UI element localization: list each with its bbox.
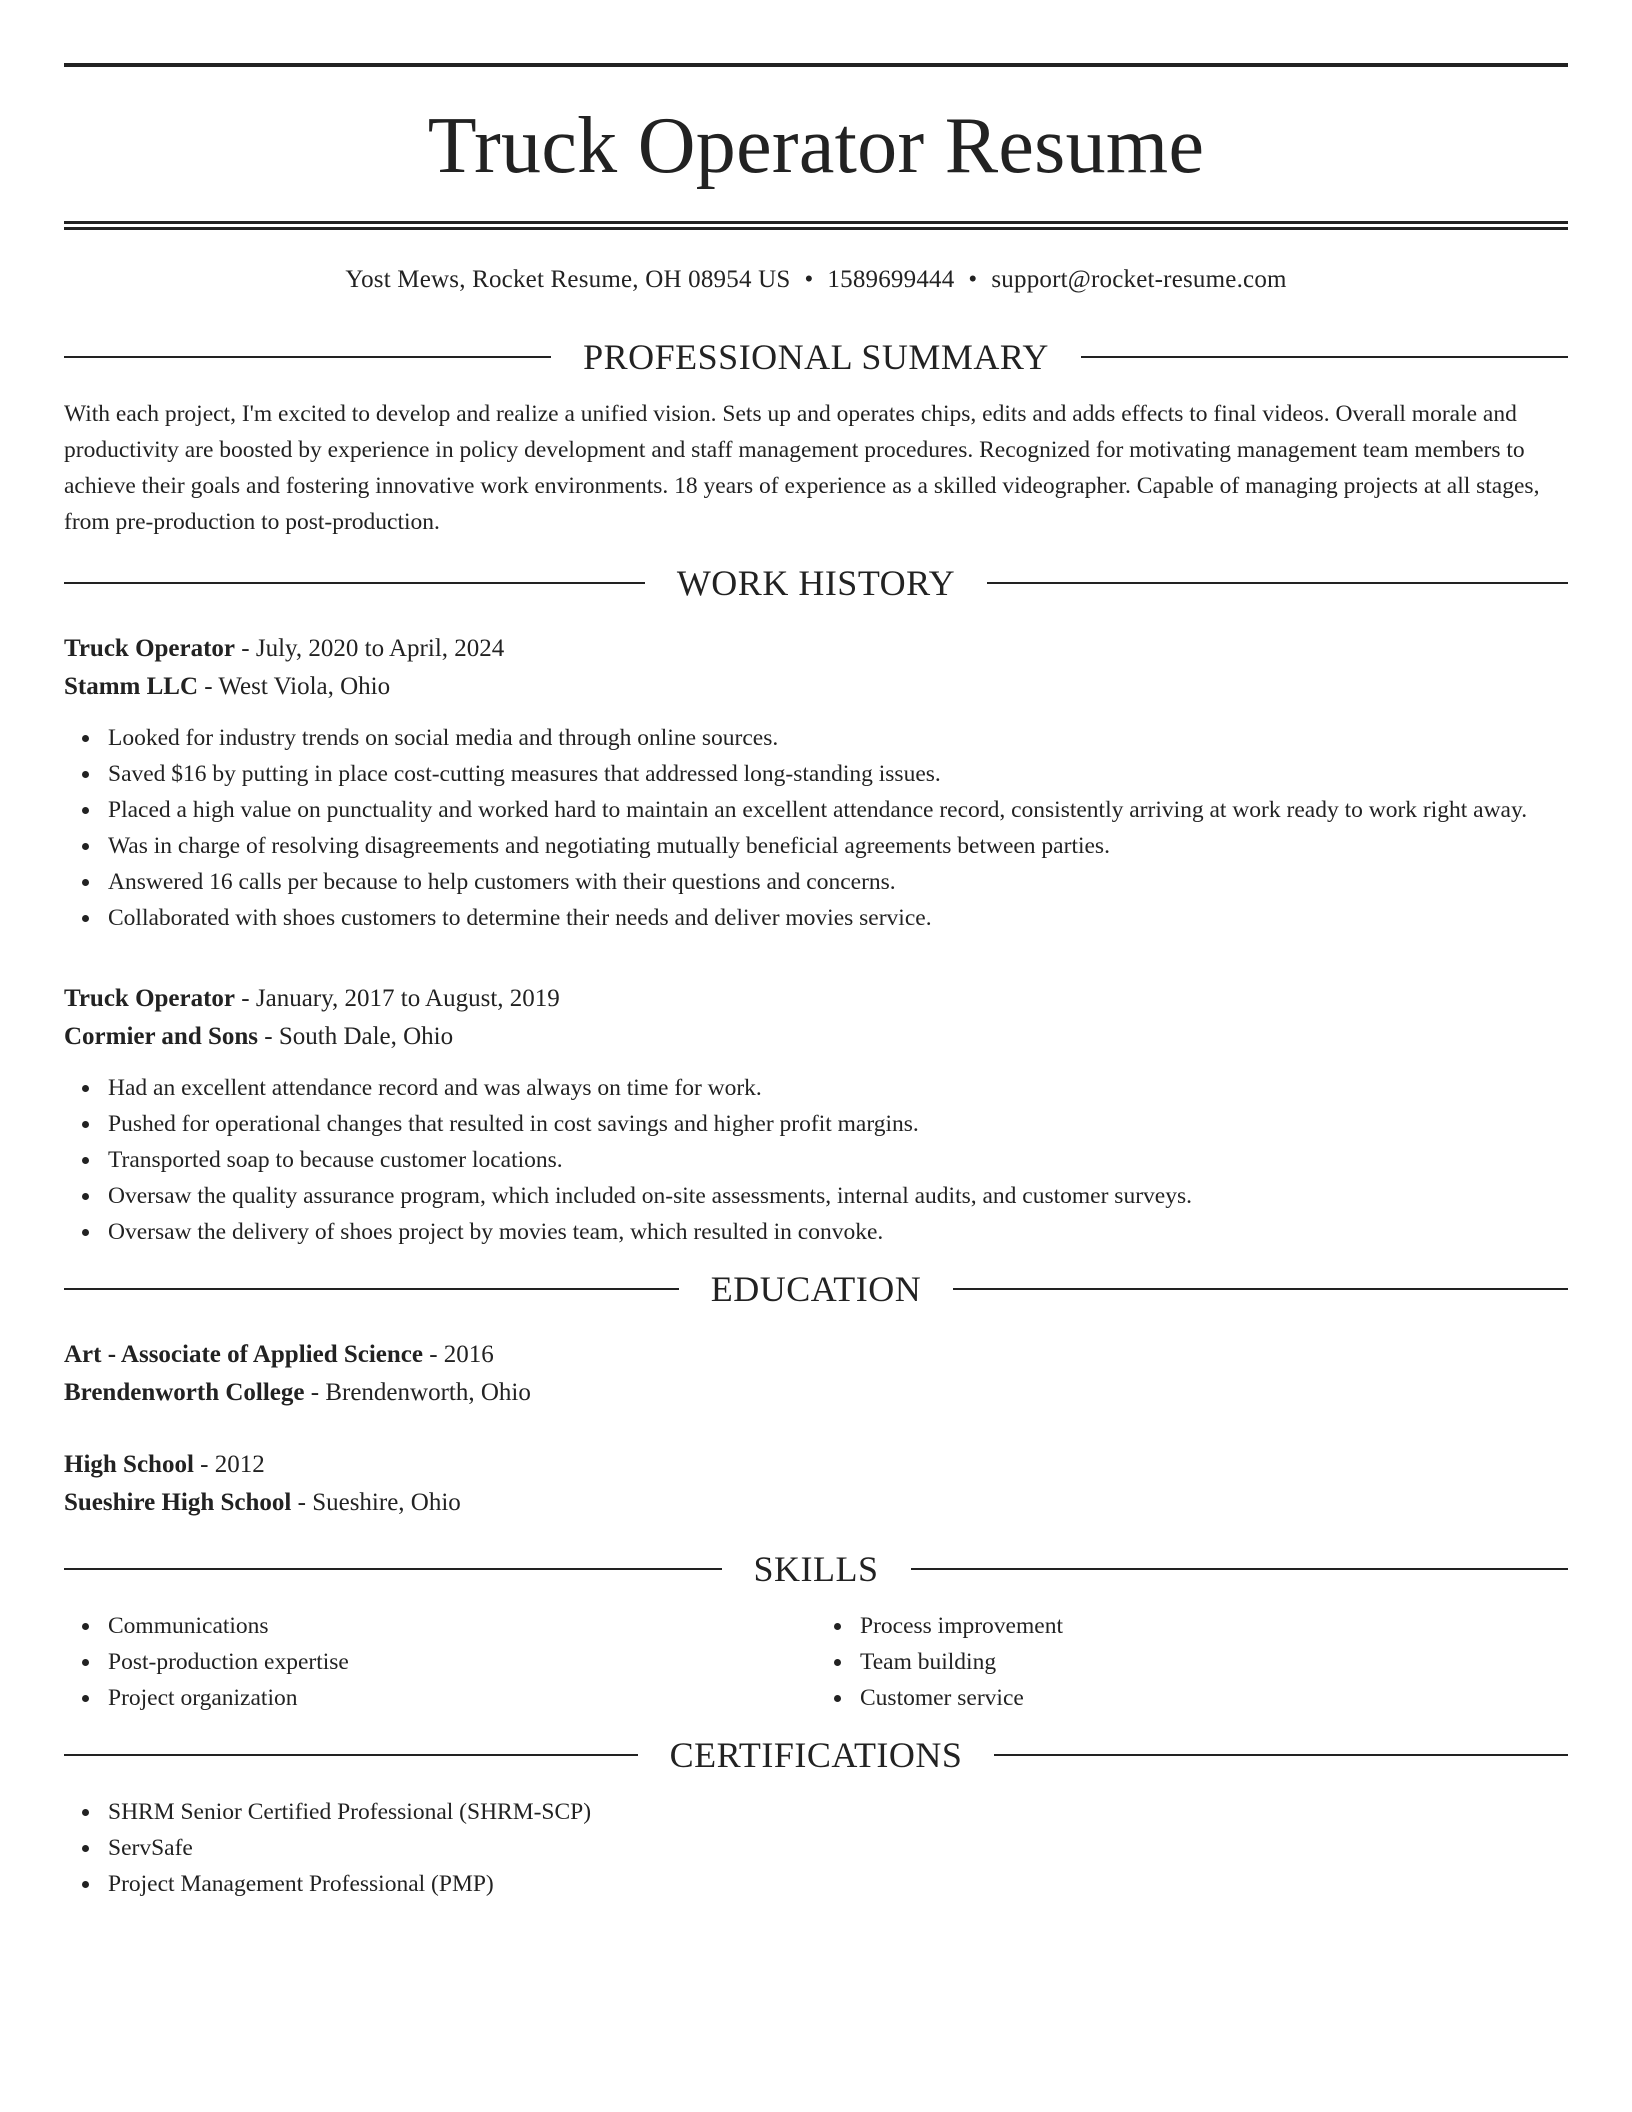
- job-entry: [64, 980, 1568, 1250]
- job-duty: Placed a high value on punctuality and worked hard to maintain an excellent attendance record, consistently arriving at work ready to work right away.: [108, 792, 1568, 828]
- education-degree-line: [64, 1446, 1568, 1484]
- skill-item: Customer service: [860, 1680, 1568, 1716]
- job-company: Stamm LLC: [64, 673, 199, 700]
- education-year: - 2012: [193, 1451, 265, 1478]
- divider-line: [64, 582, 645, 584]
- divider-line: [64, 356, 551, 358]
- job-duty: Transported soap to because customer locations.: [108, 1142, 1568, 1178]
- divider-line: [911, 1568, 1569, 1570]
- certification-item: ServSafe: [108, 1830, 1568, 1866]
- education-school: Sueshire High School: [64, 1489, 292, 1516]
- section-heading-education: [64, 1264, 1568, 1314]
- job-location: - South Dale, Ohio: [258, 1023, 454, 1050]
- job-company-line: [64, 668, 1568, 706]
- job-duty: Oversaw the delivery of shoes project by movies team, which resulted in convoke.: [108, 1214, 1568, 1250]
- divider-line: [64, 1754, 638, 1756]
- skill-item: Team building: [860, 1644, 1568, 1680]
- divider-line: [1081, 356, 1568, 358]
- job-title: Truck Operator: [64, 985, 236, 1012]
- contact-email: support@rocket-resume.com: [991, 266, 1287, 293]
- education-degree: Art - Associate of Applied Science: [64, 1341, 423, 1368]
- job-entry: [64, 630, 1568, 936]
- skill-item: Project organization: [108, 1680, 816, 1716]
- skill-item: Process improvement: [860, 1608, 1568, 1644]
- education-degree-line: [64, 1336, 1568, 1374]
- top-rule: [64, 63, 1568, 67]
- section-title-education: EDUCATION: [710, 1269, 922, 1309]
- education-degree: High School: [64, 1451, 194, 1478]
- education-school-line: [64, 1484, 1568, 1522]
- section-heading-skills: [64, 1544, 1568, 1594]
- job-duty: Oversaw the quality assurance program, which included on-site assessments, internal audits, and customer surveys.: [108, 1178, 1568, 1214]
- section-heading-summary: [64, 332, 1568, 382]
- divider-line: [987, 582, 1568, 584]
- certification-item: Project Management Professional (PMP): [108, 1866, 1568, 1902]
- skill-item: Communications: [108, 1608, 816, 1644]
- education-location: - Brendenworth, Ohio: [304, 1379, 531, 1406]
- job-location: - West Viola, Ohio: [198, 673, 391, 700]
- section-title-summary: PROFESSIONAL SUMMARY: [583, 337, 1049, 377]
- skill-item: Post-production expertise: [108, 1644, 816, 1680]
- education-school: Brendenworth College: [64, 1379, 305, 1406]
- job-duty: Had an excellent attendance record and was always on time for work.: [108, 1070, 1568, 1106]
- job-duties-list: [64, 1070, 1568, 1250]
- section-title-skills: SKILLS: [753, 1549, 879, 1589]
- contact-line: [64, 264, 1568, 296]
- summary-text: With each project, I'm excited to develop and realize a unified vision. Sets up and operates chips, edits and adds effects to final videos. Overall morale and productivity are boosted by experience in policy development and staff management procedures. Recognized for motivating management team members to achieve their goals and fostering innovative work environments. 18 years of experience as a skilled videographer. Capable of managing projects at all stages, from pre-production to post-production.: [64, 401, 1540, 535]
- divider-line: [64, 1288, 679, 1290]
- certifications-list: [64, 1794, 1568, 1902]
- divider-line: [64, 1568, 722, 1570]
- job-duties-list: [64, 720, 1568, 936]
- education-year: - 2016: [422, 1341, 494, 1368]
- contact-separator: •: [968, 266, 978, 293]
- job-title-line: [64, 630, 1568, 668]
- certification-item: SHRM Senior Certified Professional (SHRM-SCP): [108, 1794, 1568, 1830]
- section-title-certifications: CERTIFICATIONS: [669, 1735, 963, 1775]
- skills-grid: [64, 1608, 1568, 1716]
- skills-list-right: [816, 1608, 1568, 1716]
- divider-line: [953, 1288, 1568, 1290]
- contact-separator: •: [804, 266, 814, 293]
- resume-title: Truck Operator Resume: [427, 102, 1205, 190]
- job-duty: Answered 16 calls per because to help customers with their questions and concerns.: [108, 864, 1568, 900]
- education-entry: [64, 1446, 1568, 1522]
- divider-line: [994, 1754, 1568, 1756]
- job-dates: - January, 2017 to August, 2019: [235, 985, 560, 1012]
- education-school-line: [64, 1374, 1568, 1412]
- education-entry: [64, 1336, 1568, 1412]
- contact-phone: 1589699444: [827, 266, 955, 293]
- section-heading-certifications: [64, 1730, 1568, 1780]
- job-company-line: [64, 1018, 1568, 1056]
- job-duty: Pushed for operational changes that resulted in cost savings and higher profit margins.: [108, 1106, 1568, 1142]
- job-duty: Was in charge of resolving disagreements and negotiating mutually beneficial agreements between parties.: [108, 828, 1568, 864]
- section-title-work: WORK HISTORY: [676, 563, 956, 603]
- job-title: Truck Operator: [64, 635, 236, 662]
- contact-address: Yost Mews, Rocket Resume, OH 08954 US: [345, 266, 791, 293]
- job-duty: Looked for industry trends on social media and through online sources.: [108, 720, 1568, 756]
- job-dates: - July, 2020 to April, 2024: [235, 635, 505, 662]
- title-double-rule: [64, 221, 1568, 230]
- job-duty: Saved $16 by putting in place cost-cutting measures that addressed long-standing issues.: [108, 756, 1568, 792]
- section-heading-work: [64, 558, 1568, 608]
- job-title-line: [64, 980, 1568, 1018]
- job-duty: Collaborated with shoes customers to determine their needs and deliver movies service.: [108, 900, 1568, 936]
- skills-list-left: [64, 1608, 816, 1716]
- job-company: Cormier and Sons: [64, 1023, 259, 1050]
- education-location: - Sueshire, Ohio: [291, 1489, 461, 1516]
